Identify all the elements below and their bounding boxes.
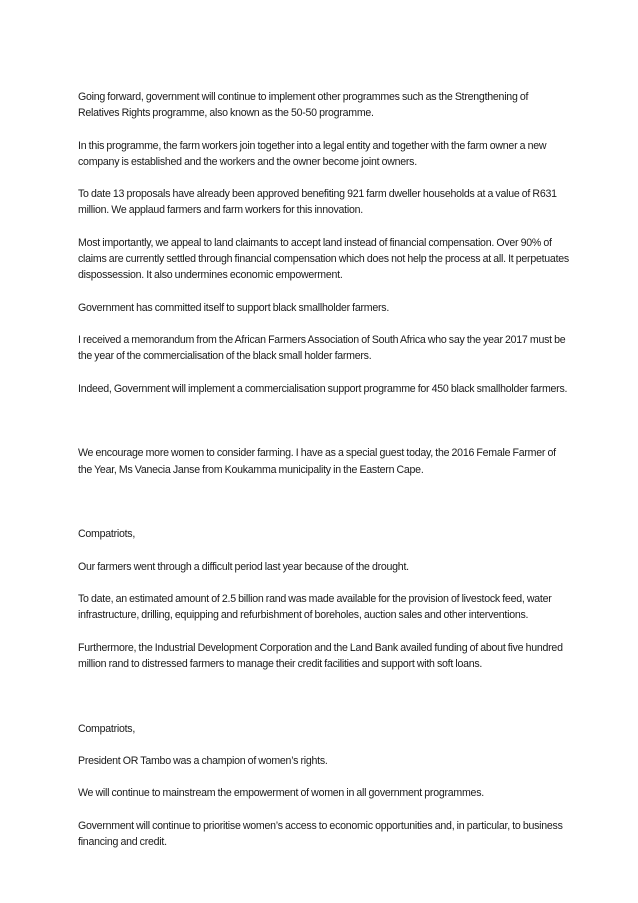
blank-line xyxy=(78,688,570,704)
salutation: Compatriots, xyxy=(78,722,136,735)
blank-line xyxy=(78,494,570,510)
blank-line xyxy=(78,429,570,445)
paragraph: Furthermore, the Industrial Development Corporation and the Land Bank availed funding of about five hundred million rand to distressed farmers to manage their credit facilities and support with soft loans. xyxy=(78,641,563,670)
paragraph: Government will continue to prioritise women’s access to economic opportunities and, in particular, to business financing and credit. xyxy=(78,819,563,849)
blank-line xyxy=(78,510,570,526)
paragraph: We will continue to mainstream the empowerment of women in all government programmes. xyxy=(78,787,484,800)
paragraph: We encourage more women to consider farming. I have as a special guest today, the 2016 Female Farmer of the Year, Ms Vanecia Janse from Koukamma municipality in the Eastern Cape. xyxy=(78,447,556,476)
salutation: Compatriots, xyxy=(78,528,136,541)
paragraph: Indeed, Government will implement a commercialisation support programme for 450 black smallholder farmers. xyxy=(78,382,568,395)
paragraph: Our farmers went through a difficult period last year because of the drought. xyxy=(78,560,409,573)
paragraph: To date, an estimated amount of 2.5 billion rand was made available for the provision of livestock feed, water infrastructure, drilling, equipping and refurbishment of boreholes, auction sales and other interventions. xyxy=(78,593,552,622)
document-body xyxy=(78,89,570,866)
paragraph: I received a memorandum from the African Farmers Association of South Africa who say the year 2017 must be the year of the commercialisation of the black small holder farmers. xyxy=(78,333,566,363)
blank-line xyxy=(78,704,570,720)
paragraph: In this programme, the farm workers join together into a legal entity and together with the farm owner a new company is established and the workers and the owner become joint owners. xyxy=(78,139,547,168)
blank-line xyxy=(78,413,570,429)
paragraph: Most importantly, we appeal to land claimants to accept land instead of financial compensation. Over 90% of claims are currently settled through financial compensation which does not help the process at all. It perpetuates dispossession. It also undermines economic empowerment. xyxy=(78,236,569,282)
paragraph: President OR Tambo was a champion of women’s rights. xyxy=(78,755,328,768)
paragraph: Government has committed itself to support black smallholder farmers. xyxy=(78,301,390,314)
paragraph: Going forward, government will continue to implement other programmes such as the Strengthening of Relatives Rights programme, also known as the 50-50 programme. xyxy=(78,91,529,120)
paragraph: To date 13 proposals have already been approved benefiting 921 farm dweller households at a value of R631 million. We applaud farmers and farm workers for this innovation. xyxy=(78,188,557,217)
